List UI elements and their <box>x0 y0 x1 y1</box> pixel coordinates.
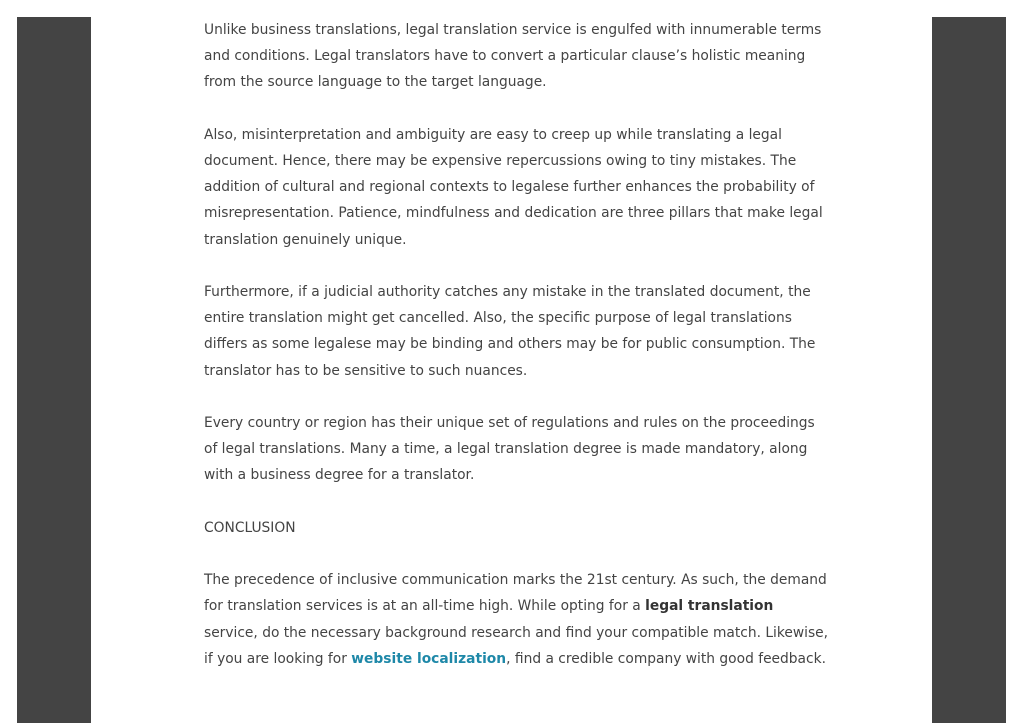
article-content <box>204 17 830 698</box>
left-sidebar-panel <box>17 17 91 723</box>
conclusion-text-end: , find a credible company with good feedback. <box>506 650 826 667</box>
website-localization-link[interactable]: website localization <box>351 650 507 667</box>
paragraph-intro: Unlike business translations, legal translation service is engulfed with innumerable terms and conditions. Legal translators have to convert a particular clause’s holistic meaning from the source language to the target language. <box>204 22 822 91</box>
conclusion-text-start: The precedence of inclusive communication marks the 21st century. As such, the demand for translation services is at an all-time high. While opting for a <box>204 572 827 615</box>
paragraph-conclusion <box>204 567 830 672</box>
paragraph-judicial-authority: Furthermore, if a judicial authority catches any mistake in the translated document, the entire translation might get cancelled. Also, the specific purpose of legal translations differs as some legalese may be binding and others may be for public consumption. The translator has to be sensitive to such nuances. <box>204 284 816 379</box>
conclusion-text-middle: service, do the necessary background research and find your compatible match. Likewise, if you are looking for <box>204 624 829 667</box>
conclusion-heading: CONCLUSION <box>204 519 296 536</box>
paragraph-regulations: Every country or region has their unique set of regulations and rules on the proceedings of legal translations. Many a time, a legal translation degree is made mandatory, along with a business degree for a translator. <box>204 415 815 484</box>
right-sidebar-panel <box>932 17 1006 723</box>
legal-translation-bold: legal translation <box>645 598 774 615</box>
paragraph-misinterpretation: Also, misinterpretation and ambiguity are easy to creep up while translating a legal document. Hence, there may be expensive repercussions owing to tiny mistakes. The addition of cultural and regional contexts to legalese further enhances the probability of misrepresentation. Patience, mindfulness and dedication are three pillars that make legal translation genuinely unique. <box>204 126 823 248</box>
